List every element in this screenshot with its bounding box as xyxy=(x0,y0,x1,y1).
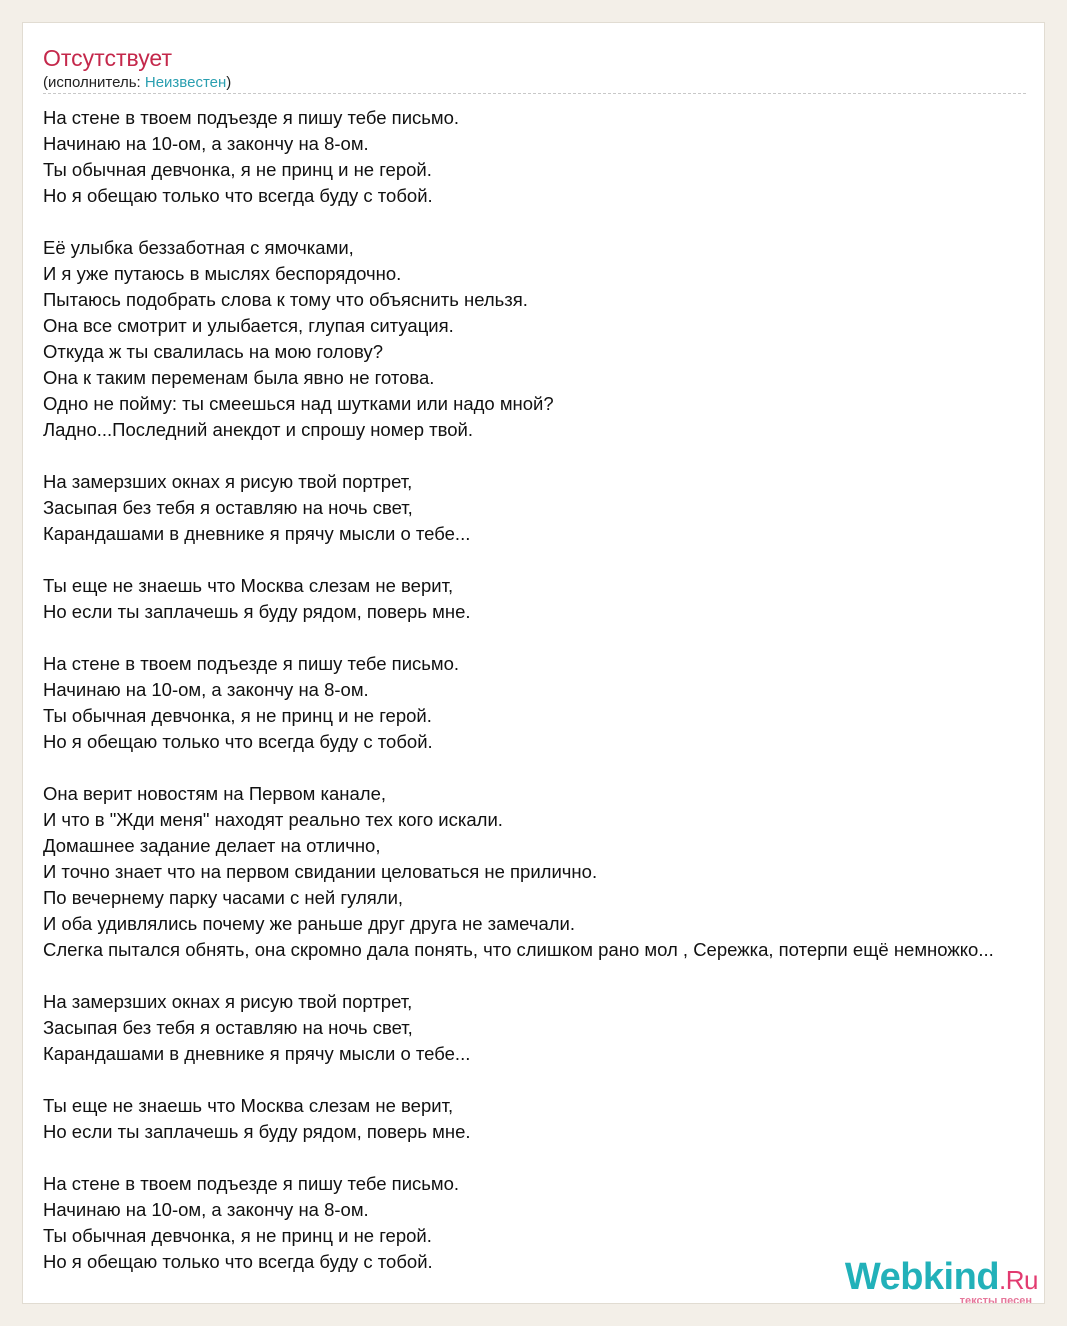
lyrics-stanza xyxy=(43,573,994,625)
lyrics-stanza xyxy=(43,235,994,443)
lyrics-line: Карандашами в дневнике я прячу мысли о тебе... xyxy=(43,1043,471,1064)
site-logo[interactable] xyxy=(838,1256,1038,1304)
lyrics-line: Начинаю на 10-ом, а закончу на 8-ом. xyxy=(43,679,369,700)
lyrics-line: Она к таким переменам была явно не готова. xyxy=(43,367,435,388)
lyrics-line: Одно не пойму: ты смеешься над шутками или надо мной? xyxy=(43,393,554,414)
lyrics-line: Ладно...Последний анекдот и спрошу номер твой. xyxy=(43,419,474,440)
lyrics-line: На замерзших окнах я рисую твой портрет, xyxy=(43,991,413,1012)
artist-link[interactable]: Неизвестен xyxy=(144,74,227,91)
lyrics-card xyxy=(22,22,1045,1304)
lyrics-line: Ты обычная девчонка, я не принц и не герой. xyxy=(43,1225,432,1246)
song-title: Отсутствует xyxy=(43,45,172,71)
lyrics-line: На стене в твоем подъезде я пишу тебе письмо. xyxy=(43,653,460,674)
title-divider xyxy=(43,93,1026,94)
lyrics-stanza xyxy=(43,469,994,547)
lyrics-line: На стене в твоем подъезде я пишу тебе письмо. xyxy=(43,107,460,128)
lyrics-line: Ты еще не знаешь что Москва слезам не верит, xyxy=(43,1095,454,1116)
lyrics-line: И я уже путаюсь в мыслях беспорядочно. xyxy=(43,263,402,284)
artist-prefix: (исполнитель: xyxy=(43,74,145,91)
logo-tagline: тексты песен xyxy=(959,1295,1032,1304)
lyrics-line: Карандашами в дневнике я прячу мысли о тебе... xyxy=(43,523,471,544)
lyrics-line: И что в "Жди меня" находят реально тех кого искали. xyxy=(43,809,503,830)
lyrics-line: Засыпая без тебя я оставляю на ночь свет, xyxy=(43,497,413,518)
lyrics-line: И оба удивлялись почему же раньше друг друга не замечали. xyxy=(43,913,576,934)
lyrics-stanza xyxy=(43,781,994,963)
logo-wordmark xyxy=(845,1257,1038,1300)
lyrics-stanza xyxy=(43,651,994,755)
lyrics-line: Но я обещаю только что всегда буду с тобой. xyxy=(43,185,433,206)
lyrics-line: Но если ты заплачешь я буду рядом, поверь мне. xyxy=(43,601,471,622)
lyrics-line: Ты обычная девчонка, я не принц и не герой. xyxy=(43,159,432,180)
lyrics-line: Начинаю на 10-ом, а закончу на 8-ом. xyxy=(43,1199,369,1220)
lyrics-line: Но я обещаю только что всегда буду с тобой. xyxy=(43,1251,433,1272)
lyrics-line: Начинаю на 10-ом, а закончу на 8-ом. xyxy=(43,133,369,154)
lyrics-line: По вечернему парку часами с ней гуляли, xyxy=(43,887,404,908)
lyrics-stanza xyxy=(43,105,994,209)
lyrics-line: Слегка пытался обнять, она скромно дала понять, что слишком рано мол , Сережка, потерпи ещё немножко... xyxy=(43,939,994,960)
lyrics-line: Но если ты заплачешь я буду рядом, поверь мне. xyxy=(43,1121,471,1142)
lyrics-line: Она все смотрит и улыбается, глупая ситуация. xyxy=(43,315,454,336)
lyrics-line: На замерзших окнах я рисую твой портрет, xyxy=(43,471,413,492)
logo-tld: .Ru xyxy=(999,1265,1038,1295)
lyrics-line: Она верит новостям на Первом канале, xyxy=(43,783,386,804)
lyrics-line: Но я обещаю только что всегда буду с тобой. xyxy=(43,731,433,752)
artist-suffix: ) xyxy=(226,74,232,91)
lyrics-line: Ты еще не знаешь что Москва слезам не верит, xyxy=(43,575,454,596)
lyrics-line: Засыпая без тебя я оставляю на ночь свет, xyxy=(43,1017,413,1038)
lyrics-line: Домашнее задание делает на отлично, xyxy=(43,835,381,856)
lyrics-line: На стене в твоем подъезде я пишу тебе письмо. xyxy=(43,1173,460,1194)
lyrics-line: И точно знает что на первом свидании целоваться не прилично. xyxy=(43,861,598,882)
artist-line xyxy=(43,73,231,93)
lyrics-stanza xyxy=(43,1093,994,1145)
lyrics-line: Откуда ж ты свалилась на мою голову? xyxy=(43,341,383,362)
logo-name: Webkind xyxy=(844,1256,1000,1298)
lyrics-line: Её улыбка беззаботная с ямочками, xyxy=(43,237,354,258)
lyrics-line: Ты обычная девчонка, я не принц и не герой. xyxy=(43,705,432,726)
lyrics-line: Пытаюсь подобрать слова к тому что объяснить нельзя. xyxy=(43,289,528,310)
lyrics-stanza xyxy=(43,989,994,1067)
lyrics-body xyxy=(43,105,994,1301)
